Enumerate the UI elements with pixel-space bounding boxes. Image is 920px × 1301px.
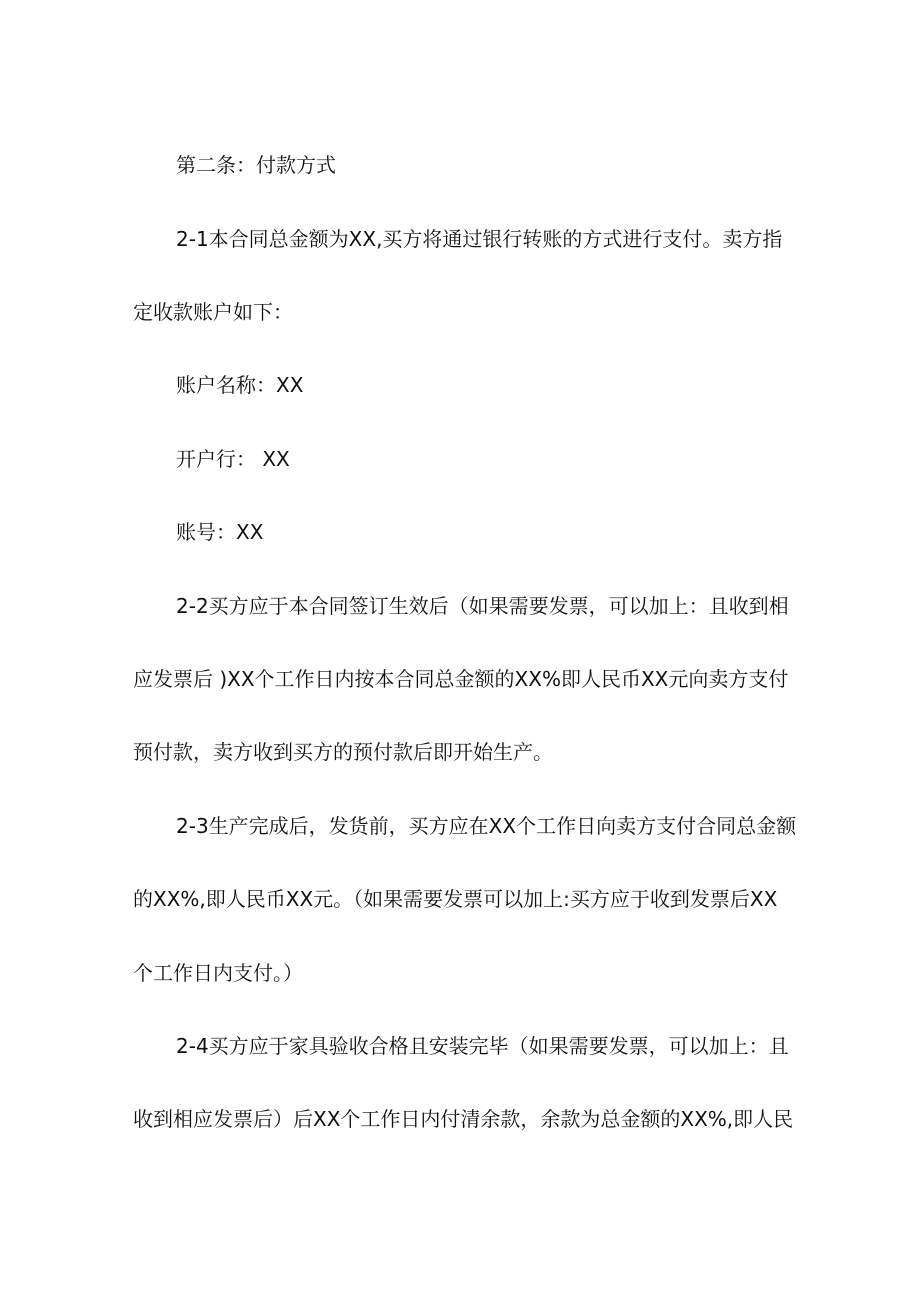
account-name-line: 账户名称：XX bbox=[176, 373, 304, 397]
section-heading: 第二条：付款方式 bbox=[176, 153, 336, 177]
clause-2-4-line-1: 2-4买方应于家具验收合格且安装完毕（如果需要发票，可以加上：且 bbox=[176, 1034, 789, 1058]
clause-2-1-line-2: 定收款账户如下： bbox=[133, 300, 293, 324]
bank-line: 开户行： XX bbox=[176, 447, 290, 471]
clause-2-3-line-1: 2-3生产完成后，发货前，买方应在XX个工作日向卖方支付合同总金额 bbox=[176, 814, 797, 838]
clause-2-2-line-1: 2-2买方应于本合同签订生效后（如果需要发票，可以加上：且收到相 bbox=[176, 594, 789, 618]
clause-2-2-line-2: 应发票后 )XX个工作日内按本合同总金额的XX%即人民币XX元向卖方支付 bbox=[133, 667, 789, 691]
clause-2-3-line-2: 的XX%,即人民币XX元。（如果需要发票可以加上:买方应于收到发票后XX bbox=[133, 887, 778, 911]
clause-2-2-line-3: 预付款，卖方收到买方的预付款后即开始生产。 bbox=[133, 740, 553, 764]
clause-2-4-line-2: 收到相应发票后）后XX个工作日内付清余款，余款为总金额的XX%,即人民 bbox=[133, 1107, 794, 1131]
clause-2-1-line-1: 2-1本合同总金额为XX,买方将通过银行转账的方式进行支付。卖方指 bbox=[176, 227, 783, 251]
account-number-line: 账号：XX bbox=[176, 520, 264, 544]
clause-2-3-line-3: 个工作日内支付。） bbox=[133, 961, 303, 985]
